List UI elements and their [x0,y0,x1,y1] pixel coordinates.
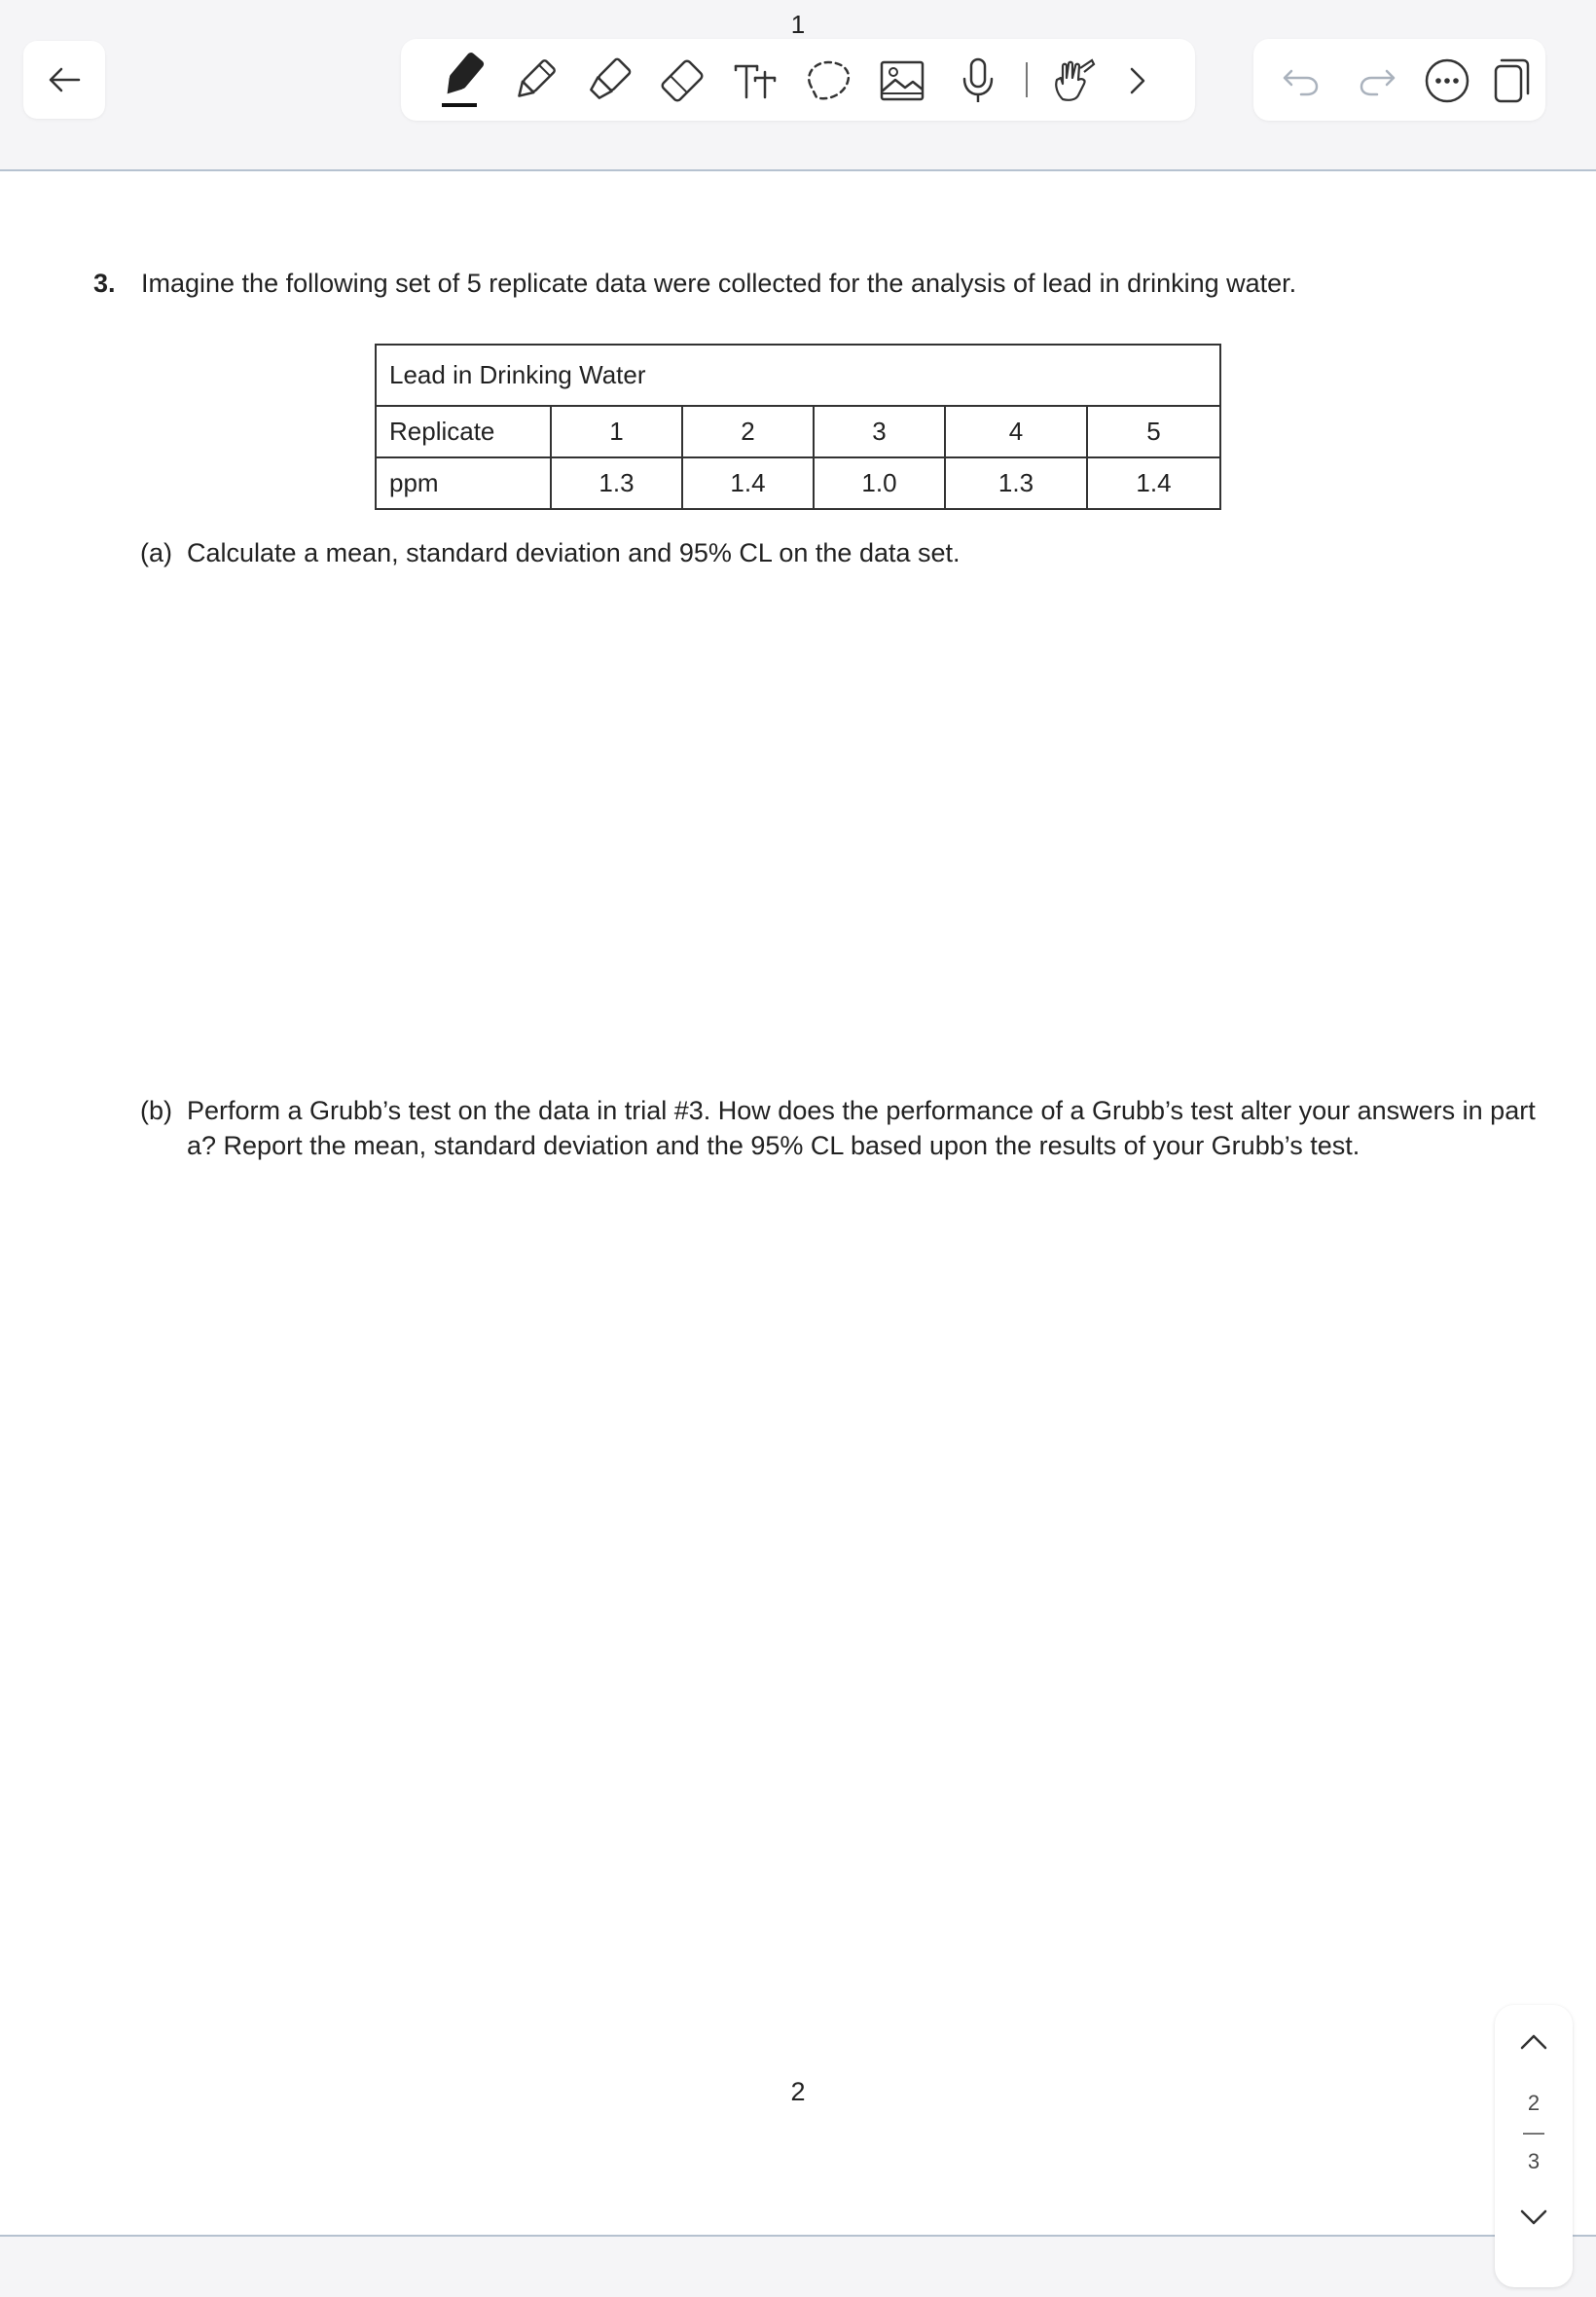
text-tool[interactable] [728,53,784,109]
row-header-replicate: Replicate [376,406,551,457]
eraser-tool[interactable] [654,53,710,109]
replicate-cell: 1 [551,406,682,457]
question-number: 3. [93,269,116,298]
table-caption: Lead in Drinking Water [376,345,1220,406]
part-b-label: (b) [140,1096,172,1125]
pencil-tool[interactable] [506,53,562,109]
image-icon [878,56,926,105]
microphone-icon [957,55,999,106]
ppm-cell: 1.4 [682,457,814,509]
text-tool-icon [732,58,780,103]
eraser-icon [658,56,707,105]
current-page-number: 1 [790,10,806,39]
chevron-down-icon [1516,2204,1551,2233]
table-row-replicate [376,406,1220,457]
ppm-cell: 1.3 [551,457,682,509]
row-header-ppm: ppm [376,457,551,509]
drawing-toolbar [401,39,1195,121]
next-page-button[interactable] [1516,2204,1551,2233]
lasso-tool[interactable] [800,53,856,109]
document-page [0,171,1596,2235]
lead-data-table [375,344,1221,510]
part-a-text: Calculate a mean, standard deviation and 95% CL on the data set. [187,538,961,567]
pencil-icon [510,56,559,105]
replicate-cell: 5 [1087,406,1220,457]
more-options-button[interactable] [1419,53,1475,109]
lasso-icon [803,56,853,105]
more-tools-chevron-icon [1126,65,1149,96]
touch-draw-icon [1049,56,1098,105]
total-pages-indicator: 3 [1527,2149,1541,2173]
current-page-indicator: 2 [1527,2091,1541,2115]
more-options-icon [1423,56,1471,105]
back-arrow-icon [48,66,81,93]
pen-tool[interactable] [434,53,490,109]
ppm-cell: 1.4 [1087,457,1220,509]
highlighter-icon [584,56,633,105]
undo-icon [1282,65,1321,96]
question-text: Imagine the following set of 5 replicate data were collected for the analysis of lead in drinking water. [141,269,1297,298]
touch-draw-tool[interactable] [1045,53,1102,109]
undo-button[interactable] [1273,53,1329,109]
replicate-cell: 4 [945,406,1087,457]
table-row-ppm [376,457,1220,509]
image-tool[interactable] [874,53,930,109]
ppm-cell: 1.3 [945,457,1087,509]
highlighter-tool[interactable] [580,53,636,109]
toolbar-divider [1026,62,1028,97]
part-b-text: Perform a Grubb’s test on the data in trial #3. How does the performance of a Grubb’s test alter your answers in part a? Report the mean, standard deviation and the 95% CL based upon the results of your Grubb’s test. [187,1096,1536,1160]
redo-button[interactable] [1349,53,1405,109]
replicate-cell: 3 [814,406,945,457]
redo-icon [1358,65,1396,96]
page-navigator [1495,2005,1573,2287]
page-view-button[interactable] [1483,53,1540,109]
more-tools-button[interactable] [1109,53,1166,109]
footer-divider [0,2235,1596,2237]
part-a-label: (a) [140,538,172,567]
ppm-cell: 1.0 [814,457,945,509]
page-view-icon [1490,56,1533,105]
replicate-cell: 2 [682,406,814,457]
back-button[interactable] [23,41,105,119]
document-actions-bar [1253,39,1545,121]
page-separator: — [1523,2120,1544,2144]
prev-page-button[interactable] [1516,2026,1551,2056]
audio-record-tool[interactable] [950,53,1006,109]
page-footer-number: 2 [790,2077,806,2106]
chevron-up-icon [1516,2026,1551,2056]
pen-icon [436,53,489,109]
